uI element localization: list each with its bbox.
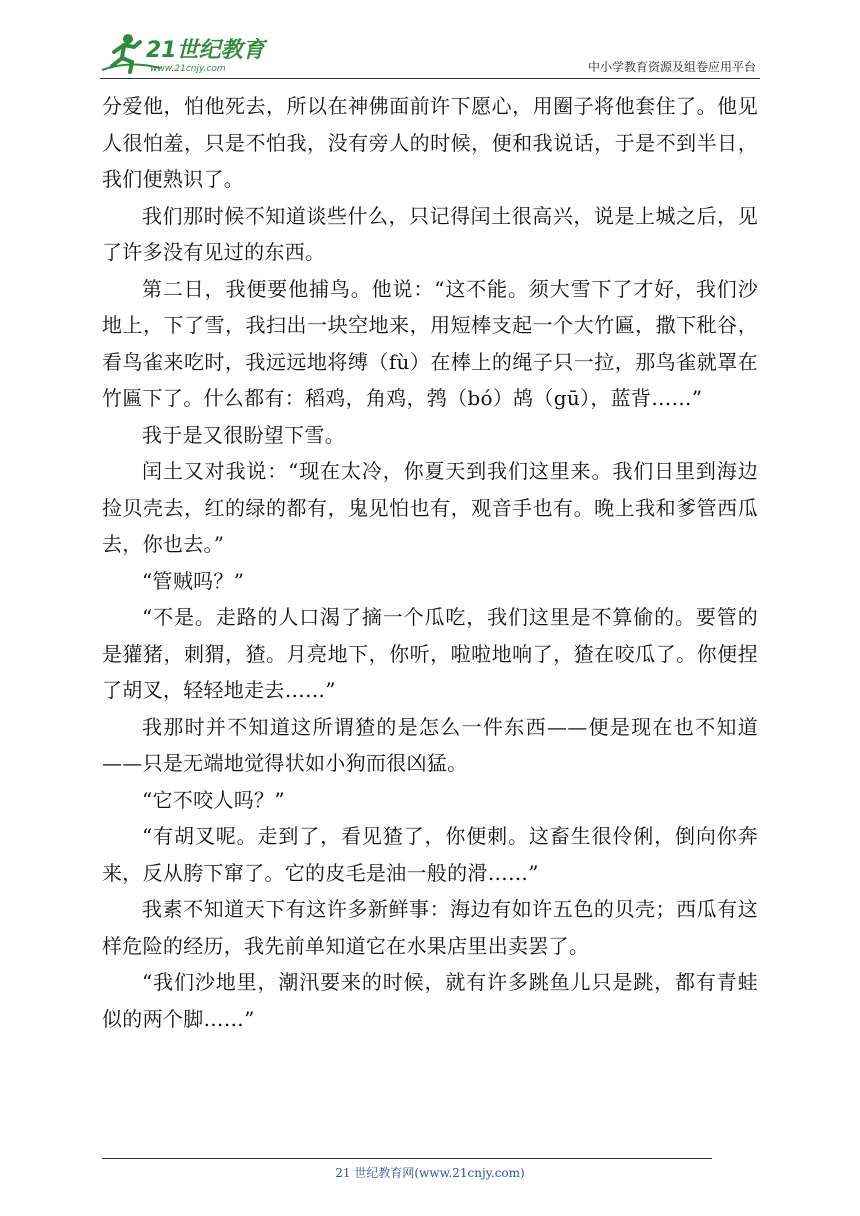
paragraph-2: 我们那时候不知道谈些什么，只记得闰土很高兴，说是上城之后，见了许多没有见过的东西。 [102, 203, 758, 264]
article-body [102, 88, 758, 1037]
paragraph-10: “有胡叉呢。走到了，看见猹了，你便刺。这畜生很伶俐，倒向你奔来，反从胯下窜了。它的皮毛是油一般的滑……” [102, 824, 758, 885]
footer-link[interactable]: 21 世纪教育网(www.21cnjy.com) [335, 1166, 525, 1180]
paragraph-7: “不是。走路的人口渴了摘一个瓜吃，我们这里是不算偷的。要管的是獾猪，刺猬，猹。月亮地下，你听，啦啦地响了，猹在咬瓜了。你便捏了胡叉，轻轻地走去……” [102, 605, 758, 702]
paragraph-4: 我于是又很盼望下雪。 [142, 422, 345, 447]
page-header [100, 30, 760, 79]
paragraph-1: 分爱他，怕他死去，所以在神佛面前许下愿心，用圈子将他套住了。他见人很怕羞，只是不怕我，没有旁人的时候，便和我说话，于是不到半日，我们便熟识了。 [102, 94, 758, 191]
paragraph-3: 第二日，我便要他捕鸟。他说：“这不能。须大雪下了才好，我们沙地上，下了雪，我扫出一块空地来，用短棒支起一个大竹匾，撒下秕谷，看鸟雀来吃时，我远远地将缚（fù）在棒上的绳子只一拉，那鸟雀就罩在竹匾下了。什么都有：稻鸡，角鸡，鹁（bó）鸪（gū），蓝背……” [102, 276, 758, 410]
footer-divider [102, 1158, 712, 1159]
paragraph-6: “管贼吗？” [142, 568, 245, 593]
paragraph-12: “我们沙地里，潮汛要来的时候，就有许多跳鱼儿只是跳，都有青蛙似的两个脚……” [102, 970, 758, 1031]
logo-url: www.21cnjy.com [150, 64, 226, 74]
site-logo[interactable] [100, 30, 270, 76]
logo-wordmark: 21世纪教育 [146, 38, 265, 63]
paragraph-11: 我素不知道天下有这许多新鲜事：海边有如许五色的贝壳；西瓜有这样危险的经历，我先前单知道它在水果店里出卖罢了。 [102, 897, 758, 958]
paragraph-9: “它不咬人吗？” [142, 787, 285, 812]
paragraph-8: 我那时并不知道这所谓猹的是怎么一件东西——便是现在也不知道——只是无端地觉得状如小狗而很凶猛。 [102, 714, 758, 775]
platform-tagline: 中小学教育资源及组卷应用平台 [587, 60, 756, 74]
paragraph-5: 闰土又对我说：“现在太冷，你夏天到我们这里来。我们日里到海边捡贝壳去，红的绿的都有，鬼见怕也有，观音手也有。晚上我和爹管西瓜去，你也去。” [102, 459, 758, 556]
runner-logo-icon [100, 30, 270, 76]
